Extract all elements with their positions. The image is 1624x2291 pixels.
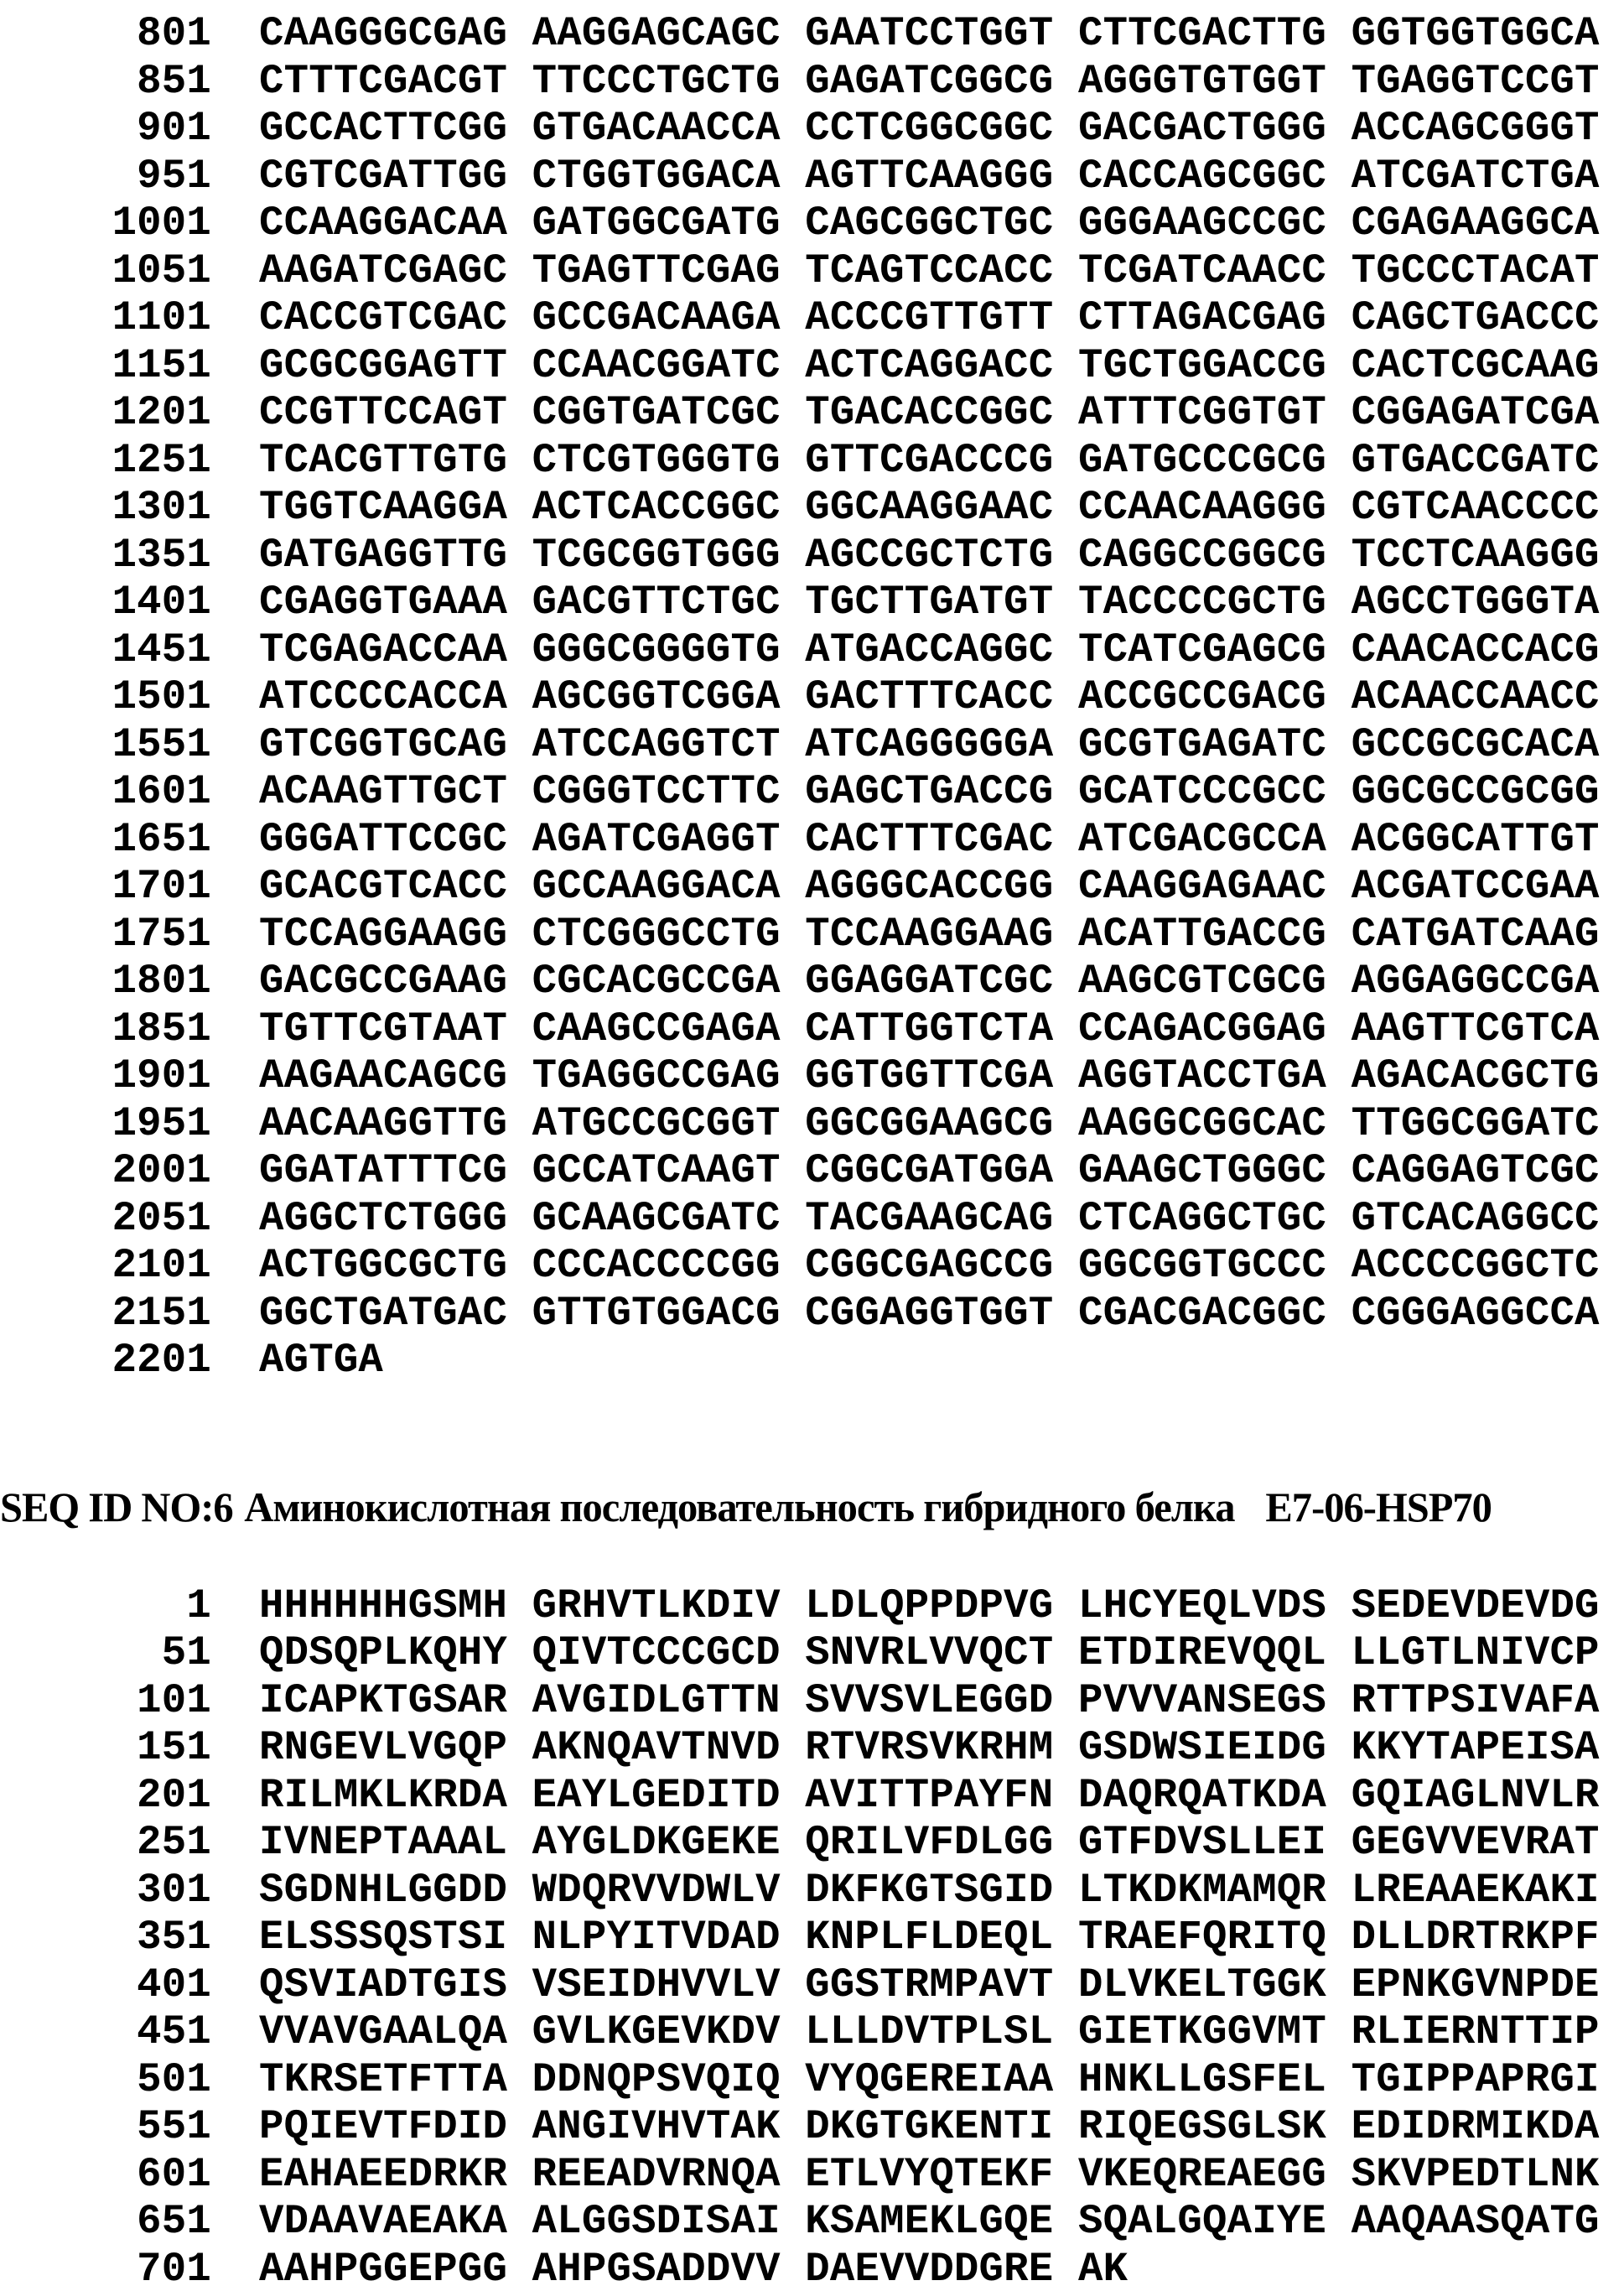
- sequence-text: GATGAGGTTG TCGCGGTGGG AGCCGCTCTG CAGGCCGGCG TCCTCAAGGG: [259, 531, 1600, 579]
- sequence-line: [0, 816, 1624, 864]
- sequence-text: GCACGTCACC GCCAAGGACA AGGGCACCGG CAAGGAGAAC ACGATCCGAA: [259, 863, 1600, 910]
- sequence-text: PQIEVTFDID ANGIVHVTAK DKGTGKENTI RIQEGSGLSK EDIDRMIKDA: [259, 2103, 1600, 2150]
- position-number: 1: [186, 1582, 211, 1629]
- sequence-text: SGDNHLGGDD WDQRVVDWLV DKFKGTSGID LTKDKMAMQR LREAAEKAKI: [259, 1866, 1600, 1914]
- sequence-text: TKRSETFTTA DDNQPSVQIQ VYQGEREIAA HNKLLGSFEL TGIPPAPRGI: [259, 2055, 1600, 2103]
- position-number: 301: [137, 1866, 211, 1914]
- sequence-text: CCGTTCCAGT CGGTGATCGC TGACACCGGC ATTTCGGTGT CGGAGATCGA: [259, 389, 1600, 436]
- position-number: 1301: [112, 484, 211, 531]
- sequence-text: AAGAACAGCG TGAGGCCGAG GGTGGTTCGA AGGTACCTGA AGACACGCTG: [259, 1052, 1600, 1099]
- sequence-text: GACGCCGAAG CGCACGCCGA GGAGGATCGC AAGCGTCGCG AGGAGGCCGA: [259, 958, 1600, 1005]
- position-number: 951: [137, 152, 211, 200]
- sequence-text: IVNEPTAAAL AYGLDKGEKE QRILVFDLGG GTFDVSLLEI GEGVVEVRAT: [259, 1819, 1600, 1866]
- sequence-text: CTTTCGACGT TTCCCTGCTG GAGATCGGCG AGGGTGTGGT TGAGGTCCGT: [259, 57, 1600, 105]
- sequence-line: [0, 2103, 1624, 2151]
- sequence-text: ELSSSQSTSI NLPYITVDAD KNPLFLDEQL TRAEFQRITQ DLLDRTRKPF: [259, 1914, 1600, 1961]
- sequence-text: TCCAGGAAGG CTCGGGCCTG TCCAAGGAAG ACATTGACCG CATGATCAAG: [259, 910, 1600, 958]
- position-number: 1451: [112, 626, 211, 673]
- position-number: 451: [137, 2008, 211, 2055]
- sequence-text: QSVIADTGIS VSEIDHVVLV GGSTRMPAVT DLVKELTGGK EPNKGVNPDE: [259, 1961, 1600, 2008]
- sequence-text: GGATATTTCG GCCATCAAGT CGGCGATGGA GAAGCTGGGC CAGGAGTCGC: [259, 1147, 1600, 1194]
- sequence-line: [0, 1005, 1624, 1053]
- position-number: 251: [137, 1819, 211, 1866]
- sequence-line: [0, 532, 1624, 579]
- sequence-line: [0, 2246, 1624, 2291]
- position-number: 1751: [112, 910, 211, 958]
- sequence-text: CCAAGGACAA GATGGCGATG CAGCGGCTGC GGGAAGCCGC CGAGAAGGCA: [259, 200, 1600, 247]
- sequence-line: [0, 911, 1624, 958]
- sequence-line: [0, 484, 1624, 532]
- sequence-text: TGGTCAAGGA ACTCACCGGC GGCAAGGAAC CCAACAAGGG CGTCAACCCC: [259, 484, 1600, 531]
- sequence-line: [0, 1147, 1624, 1195]
- sequence-line: [0, 1195, 1624, 1243]
- sequence-line: [0, 200, 1624, 247]
- position-number: 51: [161, 1629, 211, 1676]
- sequence-text: AAGATCGAGC TGAGTTCGAG TCAGTCCACC TCGATCAACC TGCCCTACAT: [259, 247, 1600, 294]
- sequence-line: [0, 2151, 1624, 2199]
- position-number: 2151: [112, 1289, 211, 1337]
- sequence-text: TCACGTTGTG CTCGTGGGTG GTTCGACCCG GATGCCCGCG GTGACCGATC: [259, 436, 1600, 484]
- position-number: 1251: [112, 436, 211, 484]
- position-number: 1551: [112, 720, 211, 768]
- sequence-text: AGGCTCTGGG GCAAGCGATC TACGAAGCAG CTCAGGCTGC GTCACAGGCC: [259, 1194, 1600, 1242]
- position-number: 701: [137, 2245, 211, 2291]
- sequence-line: [0, 1100, 1624, 1148]
- sequence-text: CACCGTCGAC GCCGACAAGA ACCCGTTGTT CTTAGACGAG CAGCTGACCC: [259, 294, 1600, 341]
- amino-acid-sequence-rows: [0, 1582, 1624, 2291]
- position-number: 801: [137, 10, 211, 57]
- sequence-line: [0, 1819, 1624, 1867]
- sequence-text: EAHAEEDRKR REEADVRNQA ETLVYQTEKF VKEQREAEGG SKVPEDTLNK: [259, 2150, 1600, 2198]
- sequence-line: [0, 863, 1624, 911]
- sequence-line: [0, 673, 1624, 721]
- sequence-line: [0, 247, 1624, 295]
- sequence-line: [0, 1337, 1624, 1384]
- position-number: 651: [137, 2198, 211, 2245]
- sequence-text: GTCGGTGCAG ATCCAGGTCT ATCAGGGGGA GCGTGAGATC GCCGCGCACA: [259, 720, 1600, 768]
- sequence-text: ICAPKTGSAR AVGIDLGTTN SVVSVLEGGD PVVVANSEGS RTTPSIVAFA: [259, 1676, 1600, 1724]
- sequence-line: [0, 437, 1624, 485]
- sequence-line: [0, 1290, 1624, 1338]
- sequence-text: GCGCGGAGTT CCAACGGATC ACTCAGGACC TGCTGGACCG CACTCGCAAG: [259, 341, 1600, 389]
- sequence-line: [0, 2198, 1624, 2246]
- sequence-line: [0, 1052, 1624, 1100]
- position-number: 1901: [112, 1052, 211, 1099]
- sequence-text: GCCACTTCGG GTGACAACCA CCTCGGCGGC GACGACTGGG ACCAGCGGGT: [259, 105, 1600, 152]
- position-number: 901: [137, 105, 211, 152]
- position-number: 1001: [112, 200, 211, 247]
- position-number: 851: [137, 57, 211, 105]
- sequence-text: ACTGGCGCTG CCCACCCCGG CGGCGAGCCG GGCGGTGCCC ACCCCGGCTC: [259, 1242, 1600, 1289]
- position-number: 2201: [112, 1337, 211, 1384]
- position-number: 551: [137, 2103, 211, 2150]
- sequence-line: [0, 2056, 1624, 2104]
- position-number: 1601: [112, 768, 211, 815]
- sequence-line: [0, 1914, 1624, 1961]
- sequence-line: [0, 342, 1624, 390]
- sequence-line: [0, 768, 1624, 816]
- sequence-text: QDSQPLKQHY QIVTCCCGCD SNVRLVVQCT ETDIREVQQL LLGTLNIVCP: [259, 1629, 1600, 1676]
- position-number: 1201: [112, 389, 211, 436]
- position-number: 151: [137, 1724, 211, 1771]
- position-number: 601: [137, 2150, 211, 2198]
- position-number: 201: [137, 1771, 211, 1819]
- position-number: 1801: [112, 958, 211, 1005]
- sequence-text: AAHPGGEPGG AHPGSADDVV DAEVVDDGRE AK: [259, 2245, 1128, 2291]
- position-number: 2001: [112, 1147, 211, 1194]
- position-number: 1701: [112, 863, 211, 910]
- position-number: 1651: [112, 815, 211, 863]
- seq-id-heading: [0, 1483, 1575, 1530]
- sequence-text: GGGATTCCGC AGATCGAGGT CACTTTCGAC ATCGACGCCA ACGGCATTGT: [259, 815, 1600, 863]
- position-number: 101: [137, 1676, 211, 1724]
- position-number: 1101: [112, 294, 211, 341]
- position-number: 1351: [112, 531, 211, 579]
- sequence-text: CAAGGGCGAG AAGGAGCAGC GAATCCTGGT CTTCGACTTG GGTGGTGGCA: [259, 10, 1600, 57]
- heading-title-russian: Аминокислотная последовательность гибридного белка: [244, 1483, 1235, 1530]
- sequence-line: [0, 579, 1624, 626]
- sequence-text: CGTCGATTGG CTGGTGGACA AGTTCAAGGG CACCAGCGGC ATCGATCTGA: [259, 152, 1600, 200]
- sequence-line: [0, 1677, 1624, 1725]
- sequence-line: [0, 10, 1624, 58]
- sequence-line: [0, 958, 1624, 1005]
- sequence-line: [0, 1961, 1624, 2009]
- sequence-line: [0, 2008, 1624, 2056]
- sequence-line: [0, 105, 1624, 153]
- amino-acid-sequence-block: [0, 1582, 1624, 2291]
- seq-id-label: SEQ ID NO:6: [0, 1483, 233, 1530]
- sequence-line: [0, 1629, 1624, 1677]
- sequence-text: AGTGA: [259, 1337, 384, 1384]
- position-number: 1851: [112, 1005, 211, 1052]
- sequence-text: VVAVGAALQA GVLKGEVKDV LLLDVTPLSL GIETKGGVMT RLIERNTTIP: [259, 2008, 1600, 2055]
- position-number: 351: [137, 1914, 211, 1961]
- position-number: 1401: [112, 579, 211, 626]
- sequence-line: [0, 1867, 1624, 1914]
- position-number: 1501: [112, 673, 211, 720]
- dna-sequence-rows: [0, 10, 1624, 1384]
- sequence-line: [0, 58, 1624, 106]
- sequence-text: ATCCCCACCA AGCGGTCGGA GACTTTCACC ACCGCCGACG ACAACCAACC: [259, 673, 1600, 720]
- position-number: 401: [137, 1961, 211, 2008]
- sequence-text: TGTTCGTAAT CAAGCCGAGA CATTGGTCTA CCAGACGGAG AAGTTCGTCA: [259, 1005, 1600, 1052]
- position-number: 1151: [112, 341, 211, 389]
- sequence-line: [0, 1772, 1624, 1820]
- position-number: 2101: [112, 1242, 211, 1289]
- sequence-text: GGCTGATGAC GTTGTGGACG CGGAGGTGGT CGACGACGGC CGGGAGGCCA: [259, 1289, 1600, 1337]
- sequence-text: RNGEVLVGQP AKNQAVTNVD RTVRSVKRHM GSDWSIEIDG KKYTAPEISA: [259, 1724, 1600, 1771]
- sequence-line: [0, 1724, 1624, 1772]
- sequence-text: AACAAGGTTG ATGCCGCGGT GGCGGAAGCG AAGGCGGCAC TTGGCGGATC: [259, 1099, 1600, 1147]
- sequence-text: TCGAGACCAA GGGCGGGGTG ATGACCAGGC TCATCGAGCG CAACACCACG: [259, 626, 1600, 673]
- sequence-line: [0, 1582, 1624, 1630]
- sequence-text: CGAGGTGAAA GACGTTCTGC TGCTTGATGT TACCCCGCTG AGCCTGGGTA: [259, 579, 1600, 626]
- sequence-text: VDAAVAEAKA ALGGSDISAI KSAMEKLGQE SQALGQAIYE AAQAASQATG: [259, 2198, 1600, 2245]
- protein-name: Е7-06-HSP70: [1265, 1483, 1492, 1530]
- sequence-text: ACAAGTTGCT CGGGTCCTTC GAGCTGACCG GCATCCCGCC GGCGCCGCGG: [259, 768, 1600, 815]
- sequence-line: [0, 626, 1624, 674]
- sequence-line: [0, 153, 1624, 200]
- sequence-line: [0, 1242, 1624, 1290]
- position-number: 1051: [112, 247, 211, 294]
- sequence-text: HHHHHHGSMH GRHVTLKDIV LDLQPPDPVG LHCYEQLVDS SEDEVDEVDG: [259, 1582, 1600, 1629]
- position-number: 501: [137, 2055, 211, 2103]
- position-number: 1951: [112, 1099, 211, 1147]
- sequence-line: [0, 389, 1624, 437]
- sequence-line: [0, 721, 1624, 769]
- sequence-line: [0, 294, 1624, 342]
- sequence-text: RILMKLKRDA EAYLGEDITD AVITTPAYFN DAQRQATKDA GQIAGLNVLR: [259, 1771, 1600, 1819]
- position-number: 2051: [112, 1194, 211, 1242]
